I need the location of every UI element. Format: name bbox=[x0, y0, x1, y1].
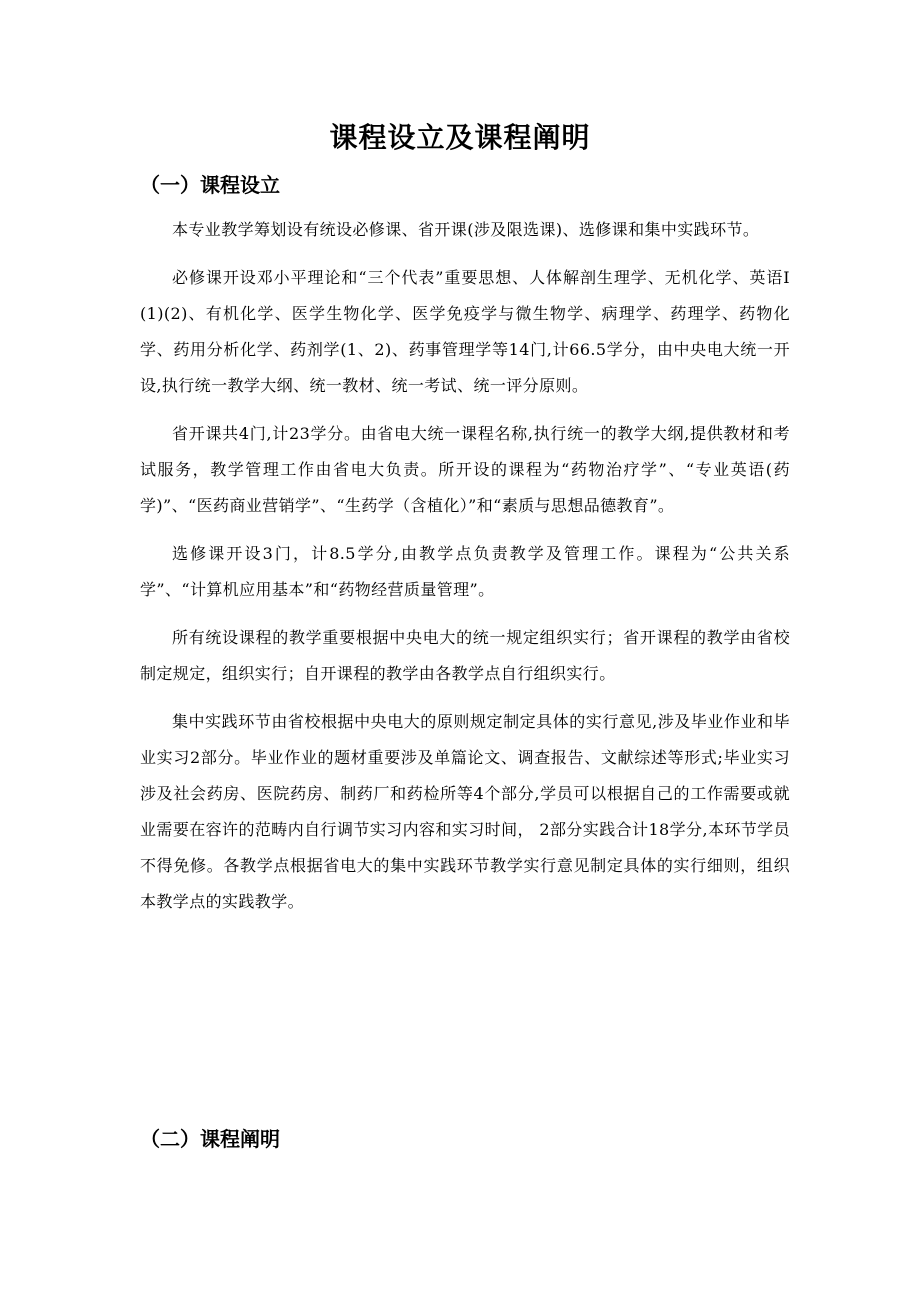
document-title: 课程设立及课程阐明 bbox=[329, 121, 591, 154]
paragraph-overview: 本专业教学筹划设有统设必修课、省开课(涉及限选课)、选修课和集中实践环节。 bbox=[172, 220, 760, 239]
section-body-course-setup bbox=[140, 212, 790, 932]
paragraph-elective-courses: 选修课开设3门，计8.5学分,由教学点负责教学及管理工作。课程为“公共关系学”、“计算机应用基本”和“药物经营质量管理”。 bbox=[140, 544, 790, 599]
section-heading-course-description: （二）课程阐明 bbox=[140, 1127, 280, 1151]
paragraph-implementation: 所有统设课程的教学重要根据中央电大的统一规定组织实行；省开课程的教学由省校制定规定，组织实行；自开课程的教学由各教学点自行组织实行。 bbox=[140, 628, 790, 683]
paragraph-provincial-courses: 省开课共4门,计23学分。由省电大统一课程名称,执行统一的教学大纲,提供教材和考试服务，教学管理工作由省电大负责。所开设的课程为“药物治疗学”、“专业英语(药学)”、“医药商业营销学”、“生药学（含植化）”和“素质与思想品德教育”。 bbox=[140, 424, 790, 515]
section-heading-course-setup: （一）课程设立 bbox=[140, 173, 280, 197]
paragraph-practice: 集中实践环节由省校根据中央电大的原则规定制定具体的实行意见,涉及毕业作业和毕业实习2部分。毕业作业的题材重要涉及单篇论文、调查报告、文献综述等形式;毕业实习涉及社会药房、医院药房、制药厂和药检所等4个部分,学员可以根据自己的工作需要或就业需要在容许的范畴内自行调节实习内容和实习时间， 2部分实践合计18学分,本环节学员不得免修。各教学点根据省电大的集中实践环节教学实行意见制定具体的实行细则，组织本教学点的实践教学。 bbox=[140, 712, 790, 911]
paragraph-required-courses: 必修课开设邓小平理论和“三个代表”重要思想、人体解剖生理学、无机化学、英语I(1)(2)、有机化学、医学生物化学、医学免疫学与微生物学、病理学、药理学、药物化学、药用分析化学、药剂学(1、2)、药事管理学等14门,计66.5学分，由中央电大统一开设,执行统一教学大纲、统一教材、统一考试、统一评分原则。 bbox=[140, 268, 790, 395]
